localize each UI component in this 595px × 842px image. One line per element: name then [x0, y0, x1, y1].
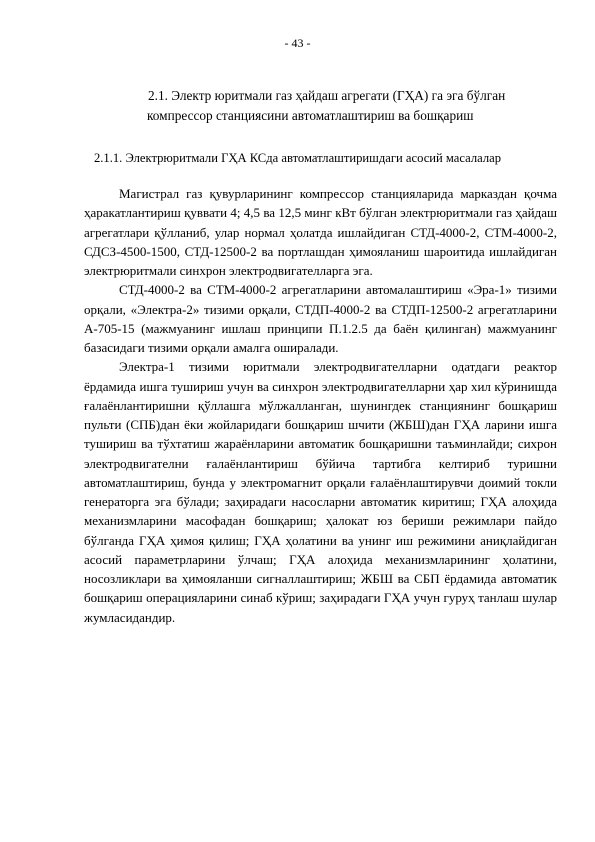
paragraph: Электра-1 тизими юритмали электродвигателларни одатдаги реактор ёрдамида ишга тушириш учун ва синхрон электродвигателларни ҳар хил кўринишда ғалаёнлантиришни қўллашга мўлжалланган, шунингдек станциянинг бошқариш пульти (СПБ)дан ёки жойларидаги бошқариш шчити (ЖБШ)дан ГҲА ларини ишга тушириш ва тўхтатиш жараёнларини автоматик бошқаришни таъминлайди; сихрон электродвигателни ғалаёнлантириш бўйича тартибга келтириб туришни автоматлаштириш, бунда у электромагнит орқали ғалаёнлаштирувчи доимий токли генераторга эга бўлади; заҳирадаги насосларни автоматик киритиш; ГҲА алоҳида механизмларини масофадан бошқариш; ҳалокат юз бериши режимлари пайдо бўлганда ГҲА ҳимоя қилиш; ГҲА ҳолатини ва унинг иш режимини аниқлайдиган асосий параметрларини ўлчаш; ГҲА алоҳида механизмларининг ҳолатини, носозликлари ва ҳимояланши сигналлаштириш; ЖБШ ва СБП ёрдамида автоматик бошқариш операцияларини синаб кўриш; заҳирадаги ГҲА учун гуруҳ танлаш шулар жумласидандир.: [84, 359, 557, 625]
section-title: [130, 86, 530, 126]
page-number: - 43 -: [284, 36, 311, 50]
paragraph: СТД-4000-2 ва СТМ-4000-2 агрегатларини автомалаштириш «Эра-1» тизими орқали, «Электра-2» тизими орқали, СТДП-4000-2 ва СТДП-12500-2 агрегатларини А-705-15 (мажмуанинг ишлаш принципи П.1.2.5 да баён қилинган) мажмуанинг базасидаги тизими орқали амалга оширалади.: [84, 282, 557, 355]
body-text: [84, 184, 557, 627]
section-title-line-2: компрессор станциясини автоматлаштириш ва бошқариш: [147, 108, 474, 123]
section-title-line-1: 2.1. Электр юритмали газ ҳайдаш агрегати (ГҲА) га эга бўлган: [148, 88, 506, 103]
paragraph: Магистрал газ қувурларининг компрессор станцияларида марказдан қочма ҳаракатлантириш қуввати 4; 4,5 ва 12,5 минг кВт бўлган электрюритмали газ ҳайдаш агрегатлари қўлланиб, улар нормал ҳолатда ишлайдиган СТД-4000-2, СТМ-4000-2, СДСЗ-4500-1500, СТД-12500-2 ва портлашдан ҳимояланиш шароитида ишлайдиган электрюритмали синхрон электродвигателларга эга.: [84, 186, 557, 278]
subsection-title: 2.1.1. Электрюритмали ГҲА КСда автоматлаштиришдаги асосий масалалар: [93, 151, 501, 165]
